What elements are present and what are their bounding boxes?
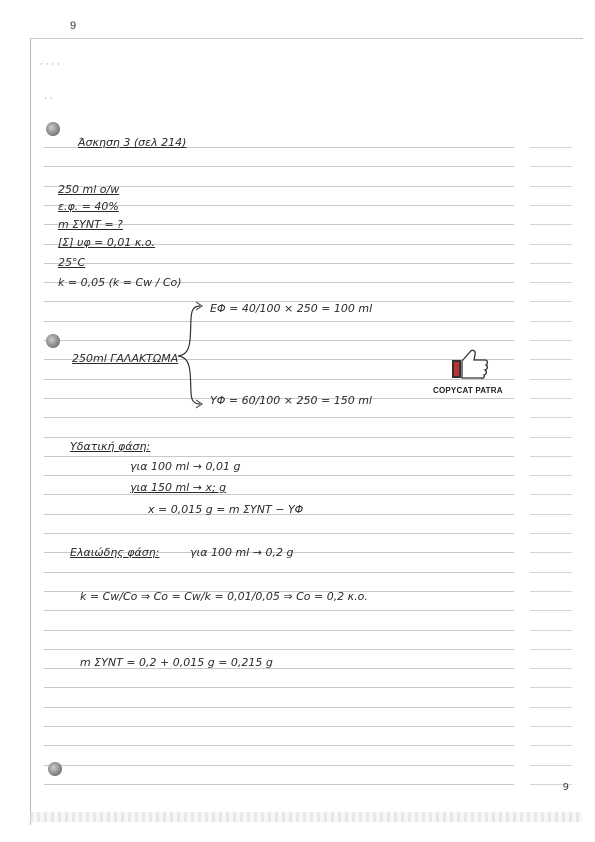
margin-line — [530, 533, 572, 534]
margin-line — [530, 321, 572, 322]
margin-line — [530, 765, 572, 766]
punch-hole — [46, 122, 60, 136]
ruled-line — [44, 630, 514, 631]
aqueous-phase-volume: ΥΦ = 60/100 × 250 = 150 ml — [210, 394, 372, 407]
margin-line — [530, 572, 572, 573]
total-mass: m ΣΥΝΤ = 0,2 + 0,015 g = 0,215 g — [80, 656, 273, 669]
ruled-line — [44, 494, 514, 495]
margin-line — [530, 263, 572, 264]
ruled-line — [44, 340, 514, 341]
margin-line — [530, 591, 572, 592]
scan-edge — [30, 812, 582, 822]
ruled-line — [44, 726, 514, 727]
margin-line — [530, 437, 572, 438]
margin-line — [530, 282, 572, 283]
ruled-line — [44, 263, 514, 264]
thumbs-up-icon — [448, 348, 490, 380]
ruled-line — [44, 417, 514, 418]
margin-line — [530, 340, 572, 341]
punch-hole — [46, 334, 60, 348]
margin-line — [530, 244, 572, 245]
ruled-line — [44, 784, 514, 785]
margin-line — [530, 417, 572, 418]
partition-equation: k = Cw/Co ⇒ Co = Cw/k = 0,01/0,05 ⇒ Co = 0,2 κ.ο. — [80, 590, 368, 603]
stamp-label: COPYCAT PATRA — [433, 386, 503, 395]
margin-line — [530, 745, 572, 746]
margin-line — [530, 379, 572, 380]
margin-line — [530, 456, 572, 457]
margin-line — [530, 186, 572, 187]
oil-phase-volume: ΕΦ = 40/100 × 250 = 100 ml — [210, 302, 373, 315]
margin-line — [530, 147, 572, 148]
ruled-line — [44, 475, 514, 476]
margin-line — [530, 475, 572, 476]
margin-line — [530, 630, 572, 631]
aqueous-line-2: για 150 ml → x; g — [130, 481, 227, 494]
margin-line — [530, 514, 572, 515]
ruled-line — [44, 321, 514, 322]
ruled-line — [44, 437, 514, 438]
ruled-line — [44, 687, 514, 688]
ruled-line — [44, 456, 514, 457]
margin-line — [530, 687, 572, 688]
margin-line — [530, 649, 572, 650]
margin-line — [530, 552, 572, 553]
page-number-bottom: 9 — [562, 782, 569, 793]
margin-line — [530, 224, 572, 225]
given-temperature: 25°C — [58, 256, 86, 269]
ruled-line — [44, 745, 514, 746]
ruled-line — [44, 572, 514, 573]
given-partition-coefficient: k = 0,05 (k = Cw / Co) — [58, 276, 182, 289]
aqueous-heading: Υδατική φάση: — [70, 440, 151, 453]
margin-line — [530, 398, 572, 399]
margin-line — [530, 726, 572, 727]
margin-line — [530, 494, 572, 495]
aqueous-line-1: για 100 ml → 0,01 g — [130, 460, 241, 473]
aqueous-line-3: x = 0,015 g = m ΣΥΝΤ − ΥΦ — [148, 503, 304, 516]
emulsion-label: 250ml ΓΑΛΑΚΤΩΜΑ — [72, 352, 179, 365]
ruled-line — [44, 533, 514, 534]
given-volume: 250 ml o/w — [58, 183, 120, 196]
oil-line: για 100 ml → 0,2 g — [190, 546, 294, 559]
ruled-line — [44, 765, 514, 766]
given-unknown-mass: m ΣΥΝΤ = ? — [58, 218, 123, 231]
ruled-line — [44, 707, 514, 708]
margin-line — [530, 610, 572, 611]
ruled-line — [44, 649, 514, 650]
margin-line — [530, 359, 572, 360]
stray-mark: · · · · — [40, 60, 61, 70]
given-concentration: [Σ] υφ = 0,01 κ.ο. — [58, 236, 156, 249]
margin-line — [530, 668, 572, 669]
exercise-title: Άσκηση 3 (σελ 214) — [78, 136, 187, 149]
page-number-top: 9 — [70, 20, 77, 32]
brace-icon — [170, 300, 210, 410]
oil-heading: Ελαιώδης φάση: — [70, 546, 160, 559]
ruled-line — [44, 379, 514, 380]
margin-line — [530, 166, 572, 167]
margin-line — [530, 205, 572, 206]
margin-line — [530, 707, 572, 708]
margin-line — [530, 301, 572, 302]
ruled-line — [44, 610, 514, 611]
ruled-line — [44, 166, 514, 167]
given-oil-fraction: ε.φ. = 40% — [58, 200, 119, 213]
punch-hole — [48, 762, 62, 776]
stray-mark: · · — [44, 94, 53, 104]
